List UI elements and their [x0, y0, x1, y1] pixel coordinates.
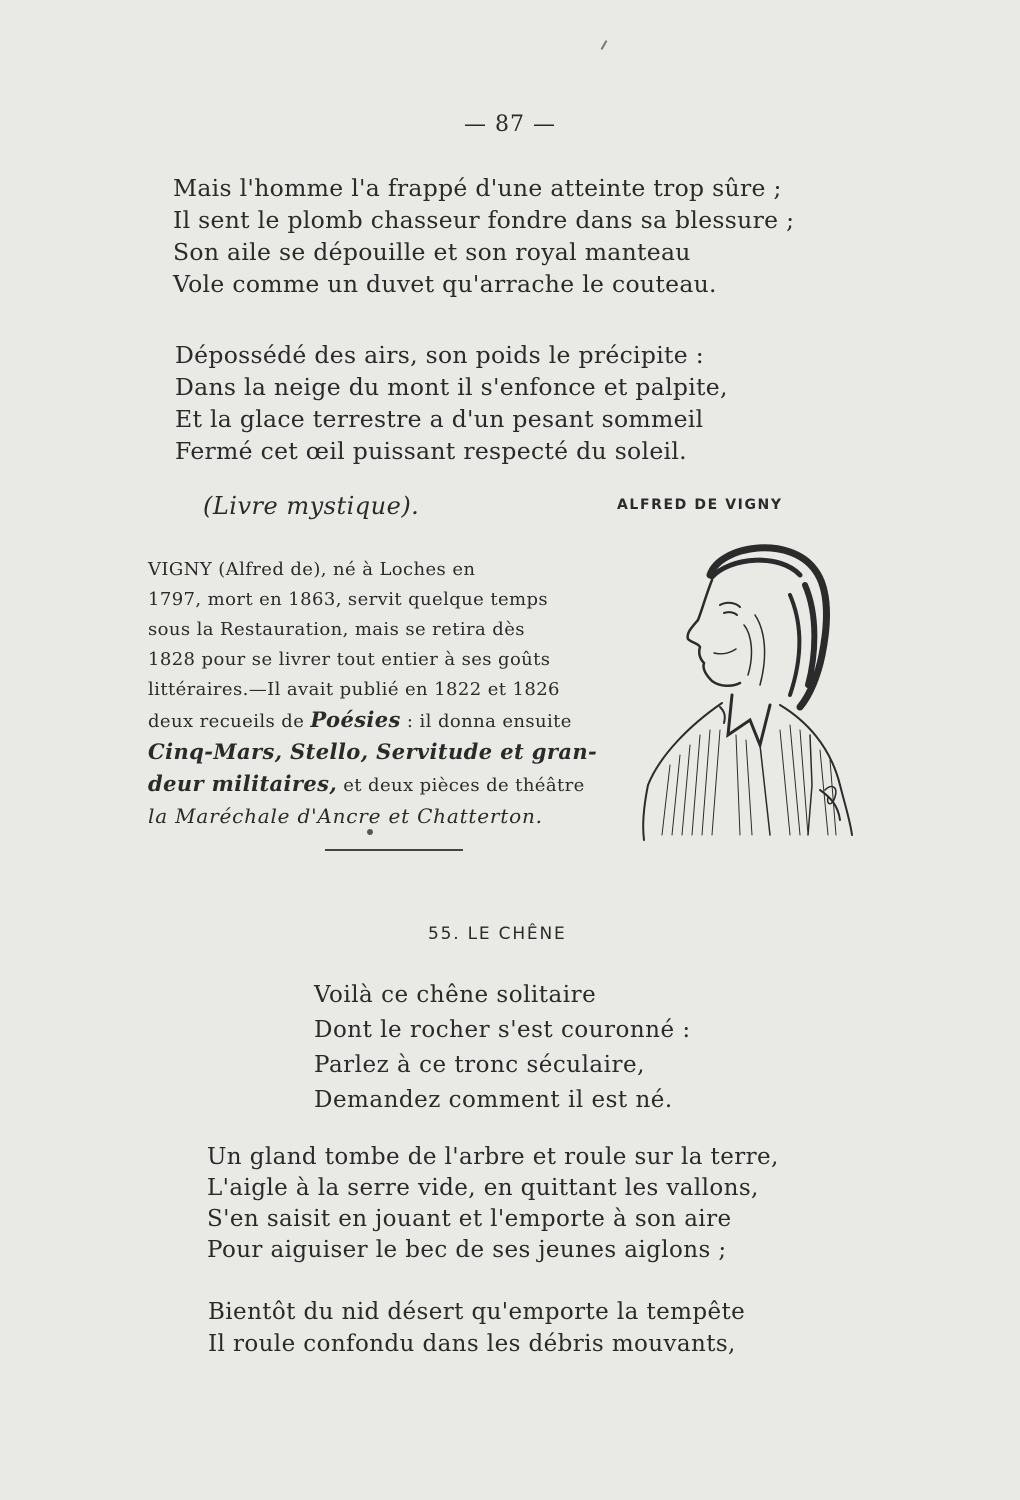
verse-line: Pour aiguiser le bec de ses jeunes aiglons ; — [207, 1237, 727, 1263]
verse-line: Il roule confondu dans les débris mouvants, — [208, 1331, 736, 1357]
author-name: ALFRED DE VIGNY — [617, 497, 783, 513]
bio-line — [148, 705, 618, 737]
bio-line: littéraires.—Il avait publié en 1822 et 1826 — [148, 679, 560, 700]
section-divider — [325, 849, 463, 851]
bio-line — [148, 801, 618, 833]
work-titles: deur militaires, — [148, 771, 338, 796]
author-portrait-engraving — [640, 535, 860, 845]
poem-stanza-1 — [173, 172, 794, 300]
bio-text: deux recueils de — [148, 711, 311, 732]
poem-stanza-2 — [175, 339, 728, 467]
verse-line: Son aile se dépouille et son royal manteau — [173, 238, 691, 266]
bio-line: sous la Restauration, mais se retira dès — [148, 619, 525, 640]
work-titles: Cinq-Mars, Stello, Servitude et gran- — [148, 739, 598, 764]
verse-line: Dont le rocher s'est couronné : — [314, 1017, 691, 1043]
poem-stanza-4 — [207, 1142, 779, 1266]
verse-line: Dans la neige du mont il s'enfonce et palpite, — [175, 373, 728, 401]
verse-line: Mais l'homme l'a frappé d'une atteinte trop sûre ; — [173, 174, 782, 202]
bio-text: : il donna ensuite — [400, 711, 572, 732]
verse-line: Parlez à ce tronc séculaire, — [314, 1052, 645, 1078]
source-citation: (Livre mystique). — [203, 492, 420, 520]
poem-stanza-3 — [314, 978, 691, 1118]
poem-heading: 55. LE CHÊNE — [428, 924, 567, 944]
bio-line — [148, 769, 618, 801]
page-number: — 87 — — [464, 112, 556, 137]
verse-line: S'en saisit en jouant et l'emporte à son aire — [207, 1206, 732, 1232]
verse-line: Fermé cet œil puissant respecté du soleil. — [175, 437, 687, 465]
verse-line: Voilà ce chêne solitaire — [314, 982, 597, 1008]
verse-line: Il sent le plomb chasseur fondre dans sa blessure ; — [173, 206, 795, 234]
bio-line: 1828 pour se livrer tout entier à ses goûts — [148, 649, 551, 670]
ornament-dot — [367, 829, 373, 835]
verse-line: Bientôt du nid désert qu'emporte la tempête — [208, 1299, 746, 1325]
bio-line — [148, 737, 618, 769]
verse-line: Vole comme un duvet qu'arrache le couteau. — [173, 270, 717, 298]
bio-line: VIGNY (Alfred de), né à Loches en — [148, 559, 476, 580]
work-title-poesies: Poésies — [310, 707, 401, 732]
bio-text: et deux pièces de théâtre — [337, 775, 585, 796]
bio-line: 1797, mort en 1863, servit quelque temps — [148, 589, 549, 610]
verse-line: Dépossédé des airs, son poids le précipite : — [175, 341, 704, 369]
poem-stanza-5 — [208, 1296, 745, 1360]
work-titles: la Maréchale d'Ancre et Chatterton. — [148, 804, 543, 828]
verse-line: Un gland tombe de l'arbre et roule sur la terre, — [207, 1144, 779, 1170]
print-mark — [601, 40, 608, 50]
author-biography — [148, 555, 618, 833]
verse-line: Et la glace terrestre a d'un pesant sommeil — [175, 405, 704, 433]
verse-line: L'aigle à la serre vide, en quittant les vallons, — [207, 1175, 759, 1201]
verse-line: Demandez comment il est né. — [314, 1087, 673, 1113]
